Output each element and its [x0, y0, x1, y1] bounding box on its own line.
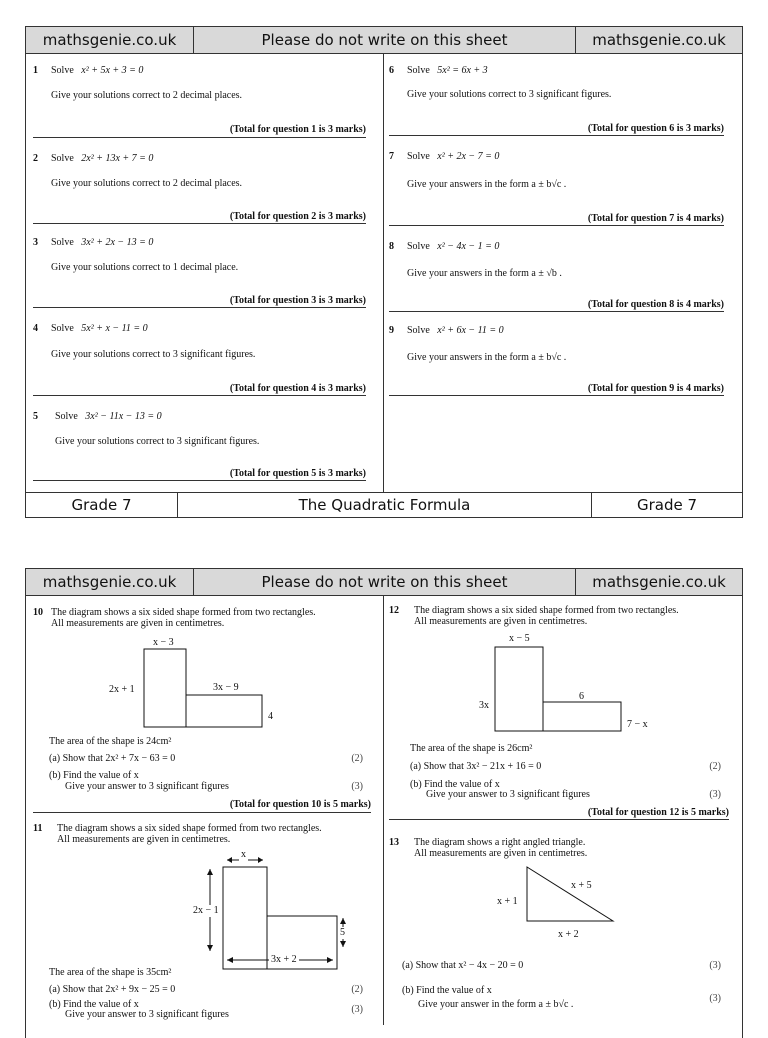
q13-triangle: [389, 837, 729, 927]
question-10: 10 The diagram shows a six sided shape formed from two rectangles. All measurements are given in centimetres. x − 3 2x + 1 3x − 9 4 The area of the shape is 24cm² (a) Show that 2x² + 7x − 63 = 0 (2) (b) Find the value of x Give your answer to 3 significant figures (3) (Total for question 10 is 5 marks): [33, 607, 371, 817]
question-13: 13 The diagram shows a right angled triangle. All measurements are given in centimetres. x + 5 x + 1 x + 2 (a) Show that x² − 4x − 20 = 0 (3) (b) Find the value of x Give your answer in the form a ± b√c . (3): [389, 837, 729, 1027]
q11-diagram: [33, 823, 371, 963]
footer-topic: The Quadratic Formula: [178, 493, 592, 517]
footer-grade-left: Grade 7: [26, 493, 178, 517]
worksheet-page-2: [25, 568, 743, 1038]
sheet-header: [26, 27, 742, 54]
worksheet-page-1: [25, 26, 743, 518]
q10-diagram: [33, 607, 371, 737]
question-7: 7 Solve x² + 2x − 7 = 0 Give your answers in the form a ± b√c . (Total for question 7 is 4 marks): [389, 151, 724, 224]
question-9: 9 Solve x² + 6x − 11 = 0 Give your answers in the form a ± b√c . (Total for question 9 is 4 marks): [389, 325, 724, 394]
sheet-header: [26, 569, 742, 596]
question-3: 3 Solve 3x² + 2x − 13 = 0 Give your solutions correct to 1 decimal place. (Total for question 3 is 3 marks): [33, 237, 366, 306]
column-divider: [383, 595, 384, 1025]
header-site-left: mathsgenie.co.uk: [26, 27, 194, 53]
header-site-right: mathsgenie.co.uk: [592, 31, 726, 49]
question-8: 8 Solve x² − 4x − 1 = 0 Give your answers in the form a ± √b . (Total for question 8 is 4 marks): [389, 241, 724, 310]
question-5: 5 Solve 3x² − 11x − 13 = 0 Give your solutions correct to 3 significant figures. (Total for question 5 is 3 marks): [33, 411, 366, 479]
column-divider: [383, 53, 384, 493]
header-site-left: mathsgenie.co.uk: [26, 569, 194, 595]
question-2: 2 Solve 2x² + 13x + 7 = 0 Give your solutions correct to 2 decimal places. (Total for question 2 is 3 marks): [33, 153, 366, 222]
footer-grade-right: Grade 7: [636, 496, 698, 514]
question-1: 1 Solve x² + 5x + 3 = 0 Give your solutions correct to 2 decimal places. (Total for question 1 is 3 marks): [33, 65, 366, 137]
question-12: 12 The diagram shows a six sided shape formed from two rectangles. All measurements are given in centimetres. x − 5 3x 6 7 − x The area of the shape is 26cm² (a) Show that 3x² − 21x + 16 = 0 (2) (b) Find the value of x Give your answer to 3 significant figures (3) (Total for question 12 is 5 marks): [389, 605, 729, 818]
question-6: 6 Solve 5x² = 6x + 3 Give your solutions correct to 3 significant figures. (Total for question 6 is 3 marks): [389, 65, 724, 134]
sheet-footer: [26, 492, 742, 517]
question-11: 11 The diagram shows a six sided shape formed from two rectangles. All measurements are given in centimetres. x 2x − 1 3x + 2 5 The area of the shape is 35cm² (a) Show that 2x² + 9x − 25 = 0 (2) (b) Find the value of x Give your answer to 3 significant figures (3): [33, 823, 371, 1033]
q12-diagram: [389, 605, 729, 735]
header-site-right: mathsgenie.co.uk: [592, 573, 726, 591]
question-4: 4 Solve 5x² + x − 11 = 0 Give your solutions correct to 3 significant figures. (Total for question 4 is 3 marks): [33, 323, 366, 394]
header-notice: Please do not write on this sheet: [194, 569, 576, 595]
header-notice: Please do not write on this sheet: [194, 27, 576, 53]
